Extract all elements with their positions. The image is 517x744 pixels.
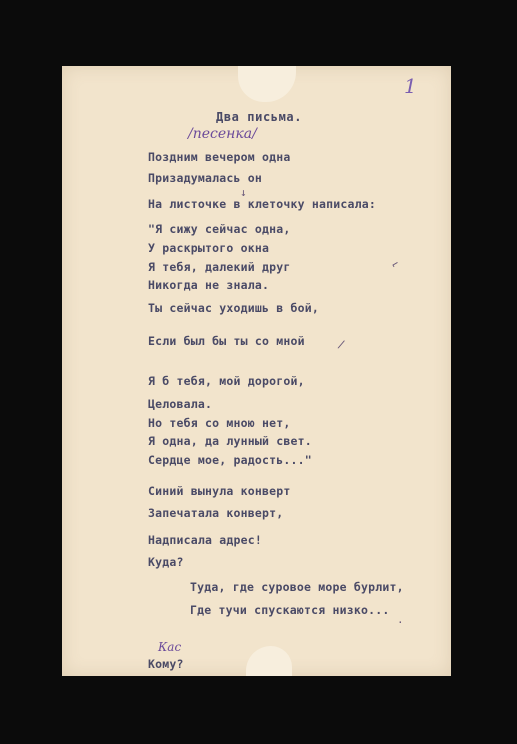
poem-line: Надписала адрес! bbox=[148, 533, 262, 547]
poem-line: "Я сижу сейчас одна, bbox=[148, 222, 291, 236]
poem-line: Я б тебя, мой дорогой, bbox=[148, 374, 305, 388]
poem-line: Целовала. bbox=[148, 397, 213, 411]
poem-line: Сердце мое, радость..." bbox=[148, 453, 312, 467]
pencil-mark: ⌐ bbox=[389, 257, 402, 272]
poem-line: Синий вынула конверт bbox=[148, 484, 291, 498]
poem-line: Кому? bbox=[148, 657, 184, 671]
poem-line: У раскрытого окна bbox=[148, 241, 270, 255]
poem-line: Призадумалась он bbox=[148, 171, 262, 185]
poem-line: Но тебя со мною нет, bbox=[148, 416, 291, 430]
handwritten-subtitle: /песенка/ bbox=[188, 126, 257, 142]
poem-line: Куда? bbox=[148, 555, 184, 569]
poem-line: Я тебя, далекий друг bbox=[148, 260, 291, 274]
torn-bottom-edge bbox=[246, 646, 292, 676]
poem-line: Никогда не знала. bbox=[148, 278, 270, 292]
handwritten-overwrite: Кас bbox=[158, 640, 182, 654]
dot-mark: · bbox=[397, 616, 404, 629]
page-number: 1 bbox=[404, 74, 417, 98]
poem-line: Поздним вечером одна bbox=[148, 150, 291, 164]
poem-line: Запечатала конверт, bbox=[148, 506, 284, 520]
poem-line: На листочке в клеточку написала: bbox=[148, 197, 376, 211]
poem-line: Где тучи спускаются низко... bbox=[190, 603, 390, 617]
torn-top-edge bbox=[238, 66, 296, 102]
ink-mark: ↓ bbox=[240, 186, 247, 199]
poem-line: Если был бы ты со мной bbox=[148, 334, 305, 348]
poem-line: Ты сейчас уходишь в бой, bbox=[148, 301, 319, 315]
poem-line: Я одна, да лунный свет. bbox=[148, 434, 312, 448]
poem-line: Туда, где суровое море бурлит, bbox=[190, 580, 404, 594]
pencil-mark: / bbox=[336, 337, 347, 352]
poem-title: Два письма. bbox=[216, 110, 303, 124]
